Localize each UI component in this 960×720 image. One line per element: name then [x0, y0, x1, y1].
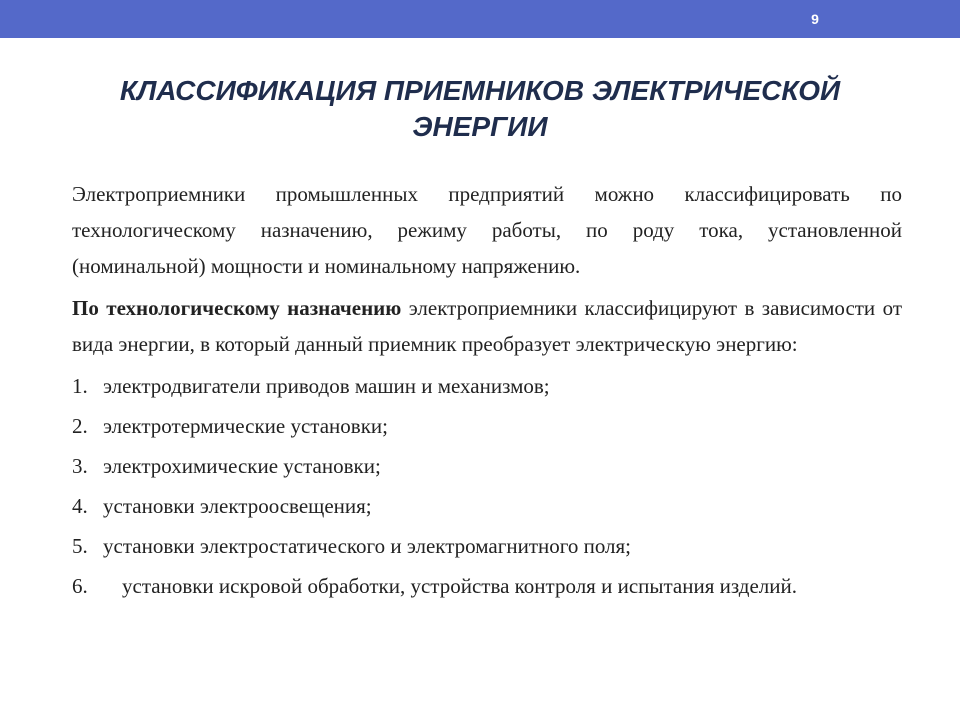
header-bar — [0, 0, 960, 38]
list-item-number: 5. — [72, 534, 88, 558]
list-item-number: 6. — [72, 574, 88, 598]
list-item — [72, 368, 902, 404]
title-line-2: ЭНЕРГИИ — [412, 111, 548, 142]
list-item-text: установки электростатического и электромагнитного поля; — [103, 534, 632, 558]
page-number: 9 — [811, 11, 819, 27]
list-item — [72, 528, 902, 564]
list-item — [72, 448, 902, 484]
list-item — [72, 408, 902, 444]
list-item — [72, 568, 902, 604]
list-item-text: электрохимические установки; — [103, 454, 381, 478]
list-item-text: электротермические установки; — [103, 414, 388, 438]
section-lead: По технологическому назначению — [72, 296, 402, 320]
title-line-1: КЛАССИФИКАЦИЯ ПРИЕМНИКОВ ЭЛЕКТРИЧЕСКОЙ — [119, 75, 841, 106]
list-item-text: электродвигатели приводов машин и механизмов; — [103, 374, 550, 398]
slide-title — [40, 73, 920, 145]
list-item-text: установки электроосвещения; — [103, 494, 372, 518]
intro-paragraph: Электроприемники промышленных предприятий можно классифицировать по технологическому назначению, режиму работы, по роду тока, установленной (номинальной) мощности и номинальному напряжению. — [72, 182, 902, 278]
list-item-number: 3. — [72, 454, 88, 478]
list-item-text: установки искровой обработки, устройства контроля и испытания изделий. — [122, 574, 797, 598]
slide-body — [72, 176, 902, 608]
list-item-number: 4. — [72, 494, 88, 518]
list-item — [72, 488, 902, 524]
section-paragraph — [72, 290, 902, 362]
list-item-number: 2. — [72, 414, 88, 438]
list-item-number: 1. — [72, 374, 88, 398]
section-rest: электроприемники классифицируют в зависимости от вида энергии, в который данный приемник преобразует электрическую энергию: — [72, 296, 903, 356]
classification-list — [72, 368, 902, 604]
